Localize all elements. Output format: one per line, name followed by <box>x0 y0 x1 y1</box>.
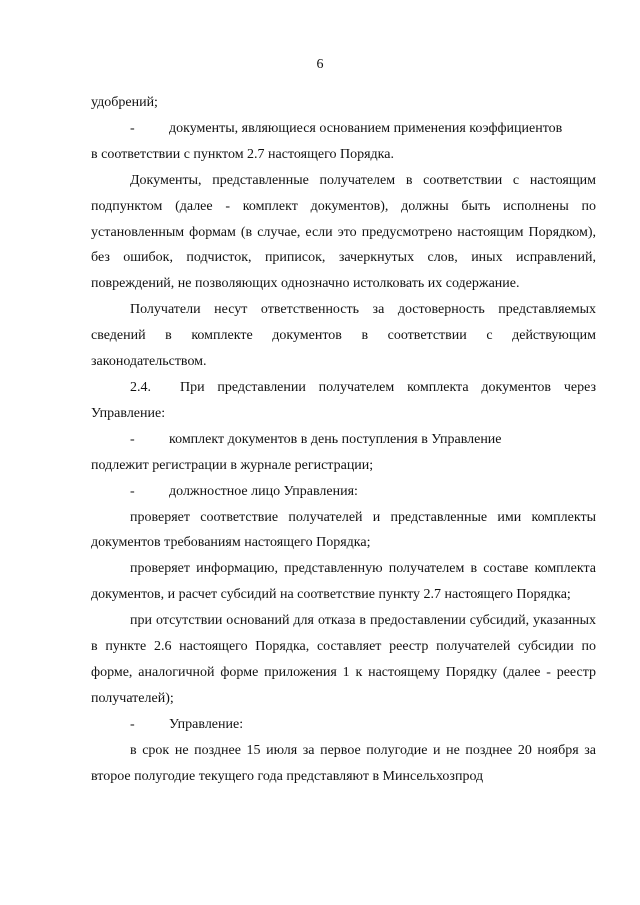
list-item-text: должностное лицо Управления: <box>169 483 358 499</box>
list-item-text: Управление: <box>169 716 244 732</box>
list-item-text: комплект документов в день поступления в Управление <box>169 431 502 447</box>
paragraph-checks-information: проверяет информацию, представленную получателем в составе комплекта документов, и расчет субсидий на соответствие пункту 2.7 настоящего Порядка; <box>91 561 596 603</box>
list-item-official <box>91 479 596 505</box>
list-item-registration <box>91 427 596 453</box>
section-2-4 <box>91 375 596 427</box>
list-dash: - <box>130 483 135 499</box>
list-item-text: документы, являющиеся основанием применения коэффициентов <box>169 120 563 136</box>
paragraph-checks-compliance: проверяет соответствие получателей и представленные ими комплекты документов требованиям настоящего Порядка; <box>91 509 596 551</box>
list-item-administration <box>91 712 596 738</box>
list-dash: - <box>130 431 135 447</box>
list-item-continuation: в соответствии с пунктом 2.7 настоящего Порядка. <box>91 146 394 162</box>
section-text: При представлении получателем комплекта документов через Управление: <box>91 379 596 421</box>
paragraph-deadlines: в срок не позднее 15 июля за первое полугодие и не позднее 20 ноября за второе полугодие текущего года представляют в Минсельхозпрод <box>91 742 596 784</box>
list-dash: - <box>130 120 135 136</box>
list-item-continuation: подлежит регистрации в журнале регистрации; <box>91 457 374 473</box>
section-number: 2.4. <box>130 379 151 395</box>
document-body <box>91 90 596 789</box>
paragraph-fertilizers: удобрений; <box>91 95 158 110</box>
list-dash: - <box>130 716 135 732</box>
list-item-coefficients <box>91 116 596 142</box>
paragraph-responsibility: Получатели несут ответственность за достоверность представляемых сведений в комплекте документов в соответствии с действующим законодательством. <box>91 302 596 370</box>
paragraph-registry: при отсутствии оснований для отказа в предоставлении субсидий, указанных в пункте 2.6 настоящего Порядка, составляет реестр получателей субсидии по форме, аналогичной форме приложения 1 к настоящему Порядку (далее - реестр получателей); <box>91 613 596 706</box>
paragraph-document-set: Документы, представленные получателем в соответствии с настоящим подпунктом (далее - комплект документов), должны быть исполнены по установленным формам (в случае, если это предусмотрено настоящим Порядком), без ошибок, подчисток, приписок, зачеркнутых слов, иных исправлений, повреждений, не позволяющих однозначно истолковать их содержание. <box>91 172 596 292</box>
page-number: 6 <box>316 57 324 72</box>
